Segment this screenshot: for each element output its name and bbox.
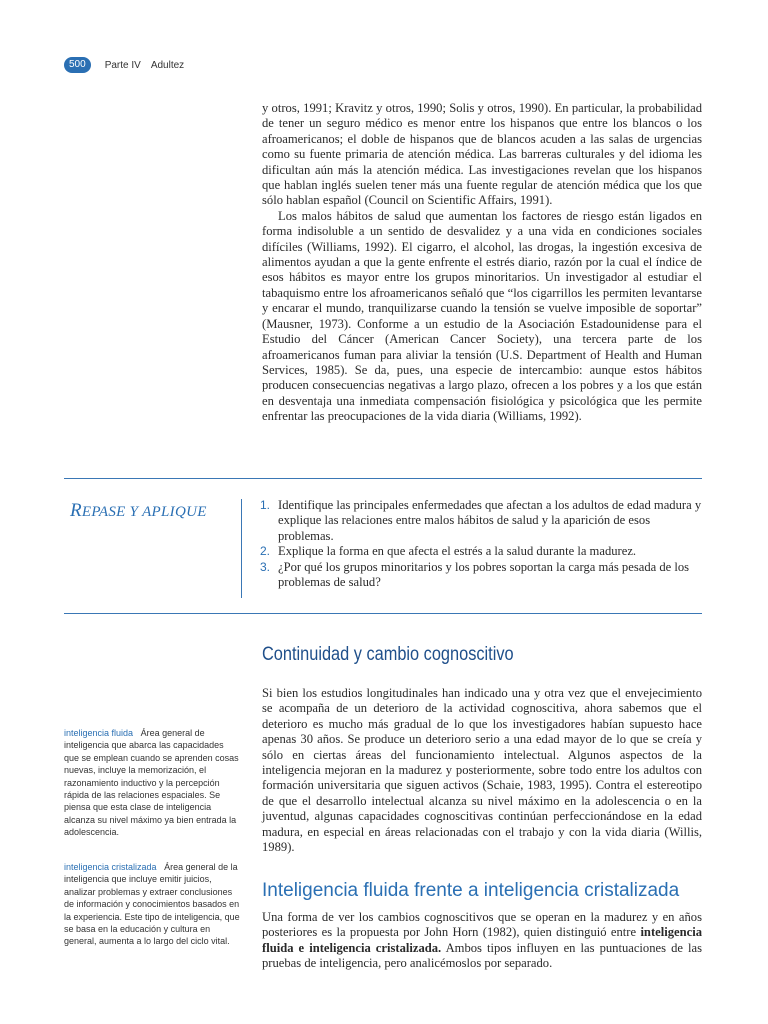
section-body-text [262, 686, 702, 855]
section-label: Adultez [150, 59, 185, 71]
subsection-body-text [262, 910, 702, 972]
page-header [64, 56, 184, 74]
review-title: REPASE Y APLIQUE [70, 500, 207, 521]
section-title: Continuidad y cambio cognoscitivo [262, 644, 514, 665]
glossary-term: inteligencia fluida [64, 728, 134, 738]
paragraph: y otros, 1991; Kravitz y otros, 1990; Solis y otros, 1990). En particular, la probabilidad de tener un seguro médico es menor entre los hispanos que entre los blancos o los afroamericanos; el doble de hispanos que de blancos acuden a las salas de urgencias como su fuente primaria de atención médica. Las barreras culturales y del idioma les dificultan aún más la atención médica. Las investigaciones revelan que los hispanos que hablan inglés suelen tener más una fuente regular de atención médica que los que sólo hablan español (Council on Scientific Affairs, 1991). [262, 101, 702, 208]
divider-top [64, 478, 702, 479]
review-question: 3. ¿Por qué los grupos minoritarios y los pobres soportan la carga más pesada de los problemas de salud? [260, 559, 690, 590]
subsection-title: Inteligencia fluida frente a inteligencia cristalizada [262, 880, 680, 901]
top-body-text [262, 101, 702, 425]
review-questions [260, 498, 702, 590]
paragraph: Una forma de ver los cambios cognoscitivos que se operan en la madurez y en años posteriores es la propuesta por John Horn (1982), quien distinguió entre inteligencia fluida e inteligencia cristalizada. Ambos tipos influyen en las puntuaciones de las pruebas de inteligencia, pero analicémoslos por separado. [262, 910, 702, 971]
review-question: 1. Identifique las principales enfermedades que afectan a los adultos de edad madura y explique las relaciones entre malos hábitos de salud y la aparición de esos problemas. [260, 498, 702, 543]
paragraph: Los malos hábitos de salud que aumentan los factores de riesgo están ligados en forma indisoluble a un sentido de desvalidez y a una vida en condiciones sociales difíciles (Williams, 1992). El cigarro, el alcohol, las drogas, la ingestión excesiva de alimentos ayudan a que la gente enfrente el estrés diario, razón por la cual el índice de esos hábitos es mayor entre los grupos minoritarios. Un investigador al estudiar el tabaquismo entre los afroamericanos señaló que “los cigarrillos les permiten levantarse y encarar el mundo, tranquilizarse cuando la tensión se vuelve imposible de soportar” (Mausner, 1973). Conforme a un estudio de la Asociación Estadounidense para el Estudio del Cáncer (American Cancer Society), una tercera parte de los afroamericanos fuman para aliviar la tensión (U.S. Department of Health and Human Services, 1985). Se da, pues, una especie de intercambio: aunque estos hábitos producen consecuencias negativas a largo plazo, ofrecen a los pobres y a los que están en desventaja una inmediata compensación fisiológica y psicológica que les permite enfrentar las preocupaciones de la vida diaria (Williams, 1992). [262, 208, 702, 424]
glossary-term: inteligencia cristalizada [64, 862, 157, 872]
key-terms: inteligencia fluida e inteligencia cristalizada. [262, 925, 702, 955]
paragraph: Si bien los estudios longitudinales han indicado una y otra vez que el envejecimiento se acompaña de un deterioro de la actividad cognoscitiva, ahora sabemos que el deterioro es mucho más gradual de lo que los investigadores habían supuesto hace apenas 30 años. Se produce un deterioro serio a una edad mayor de lo que se creía y sólo en ciertas áreas del funcionamiento intelectual. Algunos aspectos de la inteligencia mejoran en la madurez y posteriormente, sobre todo entre los adultos con formación universitaria que siguen activos (Schaie, 1983, 1995). Contra el estereotipo de que el desarrollo intelectual alcanza su nivel máximo en la adolescencia o en la juventud, algunas capacidades cognoscitivas continúan perfeccionándose en la edad madura, en especial en áreas relacionadas con el trabajo y con la vida diaria (Willis, 1989). [262, 686, 702, 855]
glossary-definition: Área general de la inteligencia que incluye emitir juicios, analizar problemas y extraer conclusiones de información y conocimientos basados en la experiencia. Este tipo de inteligencia, que se basa en la educación y cultura en general, aumenta a lo largo del ciclo vital. [64, 862, 240, 947]
divider-bottom [64, 613, 702, 614]
part-label: Parte IV [104, 59, 141, 71]
running-head [105, 60, 185, 71]
glossary-note-fluid [64, 727, 240, 839]
review-divider [241, 499, 242, 598]
glossary-note-crystallized [64, 861, 240, 948]
glossary-definition: Área general de inteligencia que abarca las capacidades que se emplean cuando se aprenden cosas nuevas, incluye la memorización, el razonamiento inductivo y la percepción rápida de las relaciones espaciales. Se piensa que esta clase de inteligencia alcanza su nivel máximo ya bien entrada la adolescencia. [64, 728, 239, 838]
page-number-badge: 500 [64, 57, 91, 73]
review-question: 2. Explique la forma en que afecta el estrés a la salud durante la madurez. [260, 544, 637, 559]
